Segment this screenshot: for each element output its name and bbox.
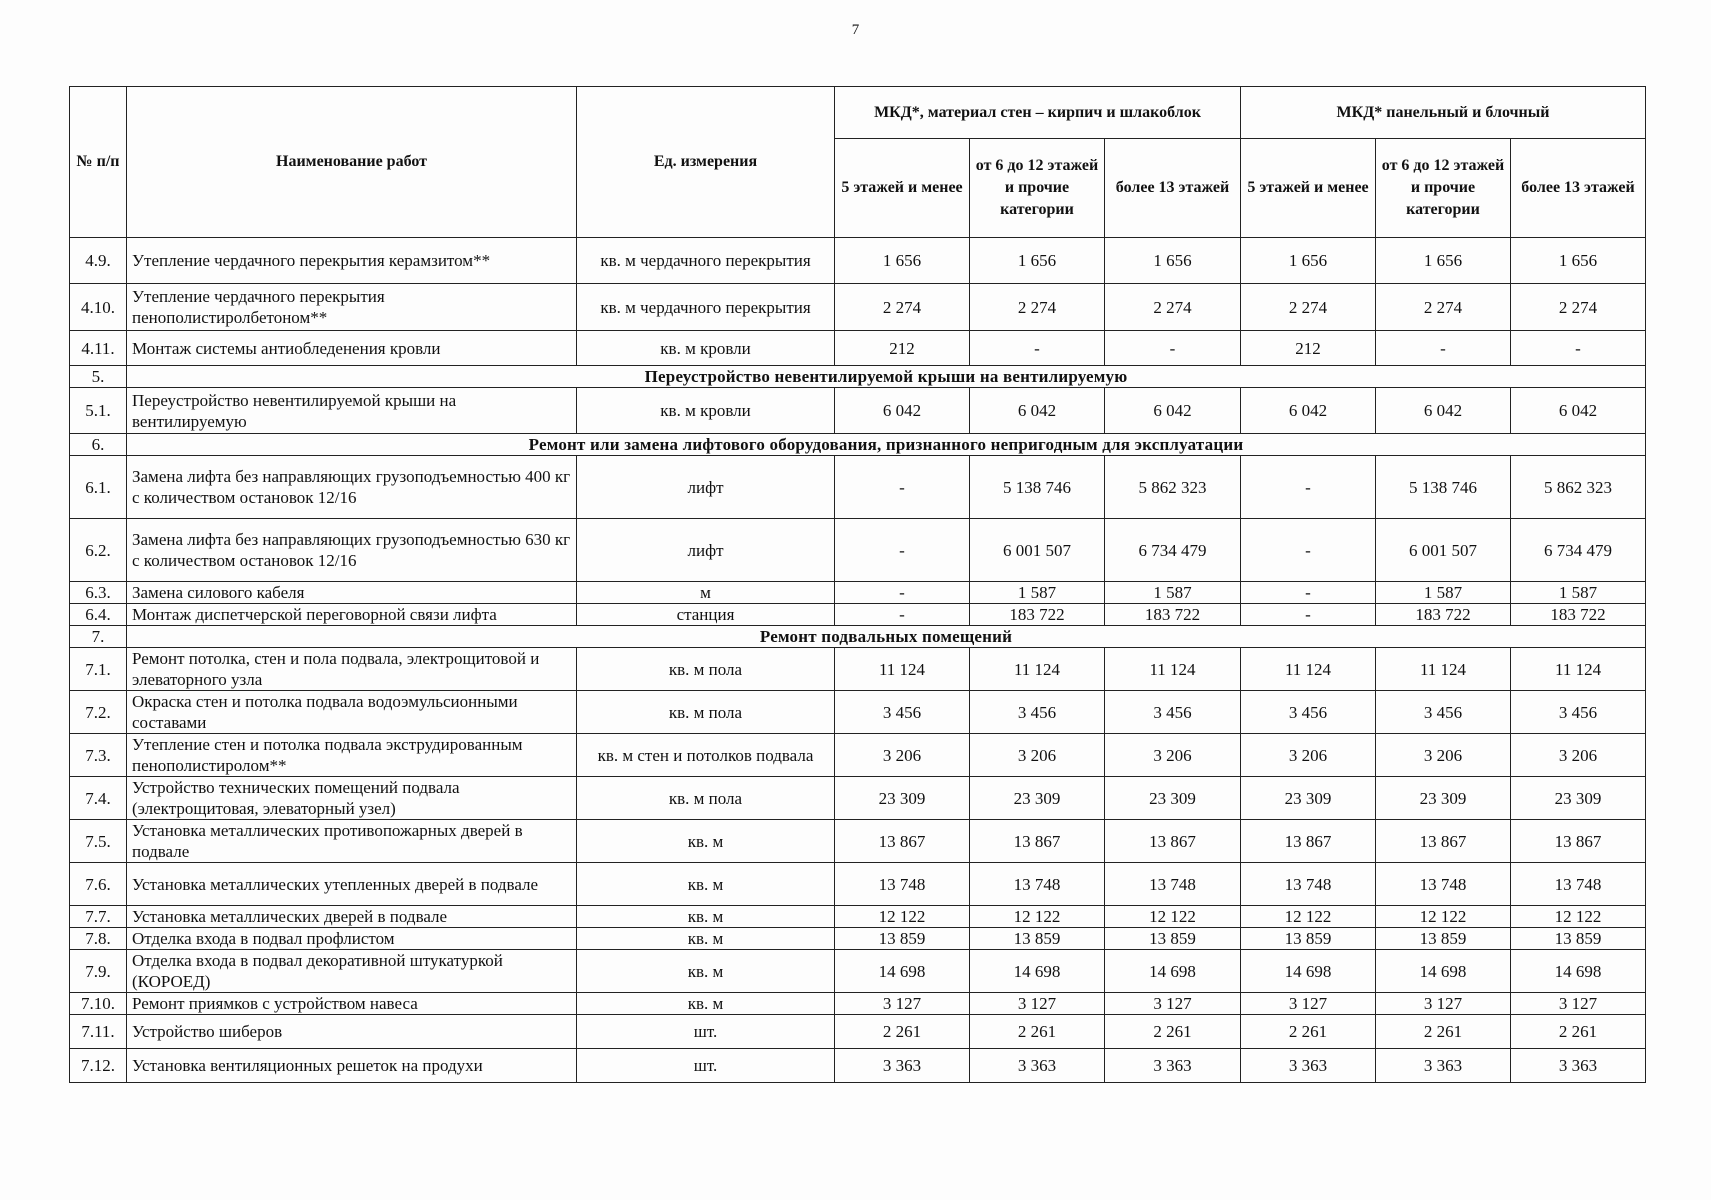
rate-value: 6 042 [1511,388,1646,434]
rate-value: 2 274 [835,284,970,331]
rate-value: - [1241,519,1376,582]
work-name: Устройство шиберов [127,1015,577,1049]
table-row [70,238,1646,284]
rate-value: 6 042 [1376,388,1511,434]
rate-value: 6 734 479 [1105,519,1241,582]
rate-value: 13 859 [1511,928,1646,950]
unit-of-measure: кв. м стен и потолков подвала [577,734,835,777]
rate-value: 23 309 [1511,777,1646,820]
rate-value: 13 859 [1105,928,1241,950]
unit-of-measure: кв. м пола [577,648,835,691]
rate-value: 183 722 [1511,604,1646,626]
row-number: 6.2. [70,519,127,582]
work-name: Монтаж диспетчерской переговорной связи лифта [127,604,577,626]
table-row [70,456,1646,519]
rate-value: 6 042 [970,388,1105,434]
work-name: Ремонт потолка, стен и пола подвала, электрощитовой и элеваторного узла [127,648,577,691]
row-number: 7.3. [70,734,127,777]
rate-value: 23 309 [1241,777,1376,820]
row-number: 6.1. [70,456,127,519]
rate-value: 2 274 [1511,284,1646,331]
rate-value: 212 [1241,331,1376,366]
rate-value: 1 656 [1511,238,1646,284]
rate-value: 3 363 [970,1049,1105,1083]
rate-value: 3 456 [1376,691,1511,734]
rate-value: 11 124 [1511,648,1646,691]
row-number: 6.3. [70,582,127,604]
rate-value: 6 001 507 [1376,519,1511,582]
rate-value: 3 363 [835,1049,970,1083]
header-sub: от 6 до 12 этажей и прочие категории [1376,139,1511,238]
rate-value: 13 867 [1105,820,1241,863]
rate-value: 3 456 [1241,691,1376,734]
rate-value: 183 722 [1376,604,1511,626]
work-name: Замена силового кабеля [127,582,577,604]
rate-value: 6 734 479 [1511,519,1646,582]
rate-value: - [835,582,970,604]
unit-of-measure: лифт [577,456,835,519]
rate-value: 3 206 [835,734,970,777]
rate-value: 11 124 [1105,648,1241,691]
rate-value: 3 206 [1105,734,1241,777]
table-row [70,648,1646,691]
rate-value: 6 042 [1241,388,1376,434]
rate-value: - [835,604,970,626]
rate-value: 3 456 [1105,691,1241,734]
rate-value: 14 698 [1376,950,1511,993]
unit-of-measure: шт. [577,1015,835,1049]
row-number: 7.7. [70,906,127,928]
unit-of-measure: кв. м [577,928,835,950]
rate-value: 13 748 [970,863,1105,906]
rate-value: 2 274 [1376,284,1511,331]
rate-value: 6 042 [835,388,970,434]
rate-value: - [1511,331,1646,366]
row-number: 7.11. [70,1015,127,1049]
rate-value: 2 261 [1105,1015,1241,1049]
table-row [70,604,1646,626]
section-number: 5. [70,366,127,388]
work-name: Установка металлических утепленных дверей в подвале [127,863,577,906]
rate-value: - [1241,456,1376,519]
section-title: Ремонт подвальных помещений [127,626,1646,648]
work-name: Отделка входа в подвал декоративной штукатуркой (КОРОЕД) [127,950,577,993]
work-name: Установка вентиляционных решеток на продухи [127,1049,577,1083]
unit-of-measure: м [577,582,835,604]
rate-value: - [835,456,970,519]
section-number: 6. [70,434,127,456]
rate-value: - [1105,331,1241,366]
unit-of-measure: кв. м [577,820,835,863]
rate-value: 1 656 [1241,238,1376,284]
rate-value: 13 748 [1241,863,1376,906]
table-row [70,331,1646,366]
rate-value: 3 127 [1241,993,1376,1015]
rate-value: 2 261 [1376,1015,1511,1049]
rate-value: 14 698 [835,950,970,993]
rate-value: 5 138 746 [1376,456,1511,519]
header-unit: Ед. измерения [577,87,835,238]
rate-value: 14 698 [970,950,1105,993]
rate-value: 1 587 [1511,582,1646,604]
table-row [70,950,1646,993]
rate-value: 12 122 [1511,906,1646,928]
rate-value: 11 124 [835,648,970,691]
rate-value: 2 261 [835,1015,970,1049]
rate-value: 13 859 [835,928,970,950]
rate-value: 13 859 [1241,928,1376,950]
header-sub: от 6 до 12 этажей и прочие категории [970,139,1105,238]
rate-value: 3 363 [1105,1049,1241,1083]
rate-value: 3 127 [1376,993,1511,1015]
header-name: Наименование работ [127,87,577,238]
rate-value: 3 206 [1511,734,1646,777]
rate-value: 13 867 [970,820,1105,863]
rate-value: 3 363 [1241,1049,1376,1083]
rate-value: 3 456 [970,691,1105,734]
rate-value: 23 309 [970,777,1105,820]
row-number: 7.5. [70,820,127,863]
rate-value: 2 274 [1105,284,1241,331]
rate-value: 183 722 [970,604,1105,626]
rate-value: 13 859 [1376,928,1511,950]
row-number: 7.1. [70,648,127,691]
row-number: 7.9. [70,950,127,993]
rate-value: 3 456 [1511,691,1646,734]
rate-value: 3 456 [835,691,970,734]
table-row [70,1015,1646,1049]
row-number: 7.6. [70,863,127,906]
rate-value: 14 698 [1241,950,1376,993]
rate-value: 1 656 [835,238,970,284]
rate-value: 23 309 [1376,777,1511,820]
table-row [70,388,1646,434]
unit-of-measure: кв. м чердачного перекрытия [577,284,835,331]
rate-value: 2 261 [970,1015,1105,1049]
rate-value: 5 862 323 [1105,456,1241,519]
rate-value: 23 309 [1105,777,1241,820]
rate-value: 13 748 [1376,863,1511,906]
rate-value: 2 274 [970,284,1105,331]
work-name: Установка металлических противопожарных дверей в подвале [127,820,577,863]
rate-value: 13 867 [1241,820,1376,863]
rate-value: 12 122 [970,906,1105,928]
rate-value: 13 748 [1105,863,1241,906]
table-row [70,777,1646,820]
rate-value: 14 698 [1105,950,1241,993]
unit-of-measure: кв. м кровли [577,331,835,366]
work-name: Замена лифта без направляющих грузоподъемностью 630 кг с количеством остановок 12/16 [127,519,577,582]
rate-value: 1 656 [970,238,1105,284]
table-row [70,906,1646,928]
rate-value: - [1241,604,1376,626]
row-number: 7.10. [70,993,127,1015]
rate-value: 12 122 [1105,906,1241,928]
header-sub: 5 этажей и менее [835,139,970,238]
rate-value: 13 867 [1376,820,1511,863]
rate-value: 3 127 [970,993,1105,1015]
rate-value: 13 859 [970,928,1105,950]
rate-value: 6 001 507 [970,519,1105,582]
work-name: Утепление чердачного перекрытия керамзитом** [127,238,577,284]
header-sub: более 13 этажей [1105,139,1241,238]
rate-value: 14 698 [1511,950,1646,993]
rate-value: 3 127 [1511,993,1646,1015]
table-header [70,87,1646,238]
work-name: Установка металлических дверей в подвале [127,906,577,928]
unit-of-measure: кв. м пола [577,777,835,820]
rate-value: 5 138 746 [970,456,1105,519]
header-sub: 5 этажей и менее [1241,139,1376,238]
unit-of-measure: станция [577,604,835,626]
rate-value: - [835,519,970,582]
table-row [70,820,1646,863]
rate-value: 212 [835,331,970,366]
section-title: Переустройство невентилируемой крыши на вентилируемую [127,366,1646,388]
unit-of-measure: кв. м [577,993,835,1015]
section-row [70,366,1646,388]
rate-value: 11 124 [1376,648,1511,691]
page-number: 7 [851,22,860,38]
unit-of-measure: кв. м [577,863,835,906]
row-number: 4.11. [70,331,127,366]
rate-value: 12 122 [1376,906,1511,928]
rate-value: 183 722 [1105,604,1241,626]
rate-value: 1 587 [970,582,1105,604]
header-group-brick: МКД*, материал стен – кирпич и шлакоблок [835,87,1241,139]
section-row [70,434,1646,456]
work-name: Переустройство невентилируемой крыши на вентилируемую [127,388,577,434]
header-group-panel: МКД* панельный и блочный [1241,87,1646,139]
table-row [70,993,1646,1015]
table-row [70,1049,1646,1083]
unit-of-measure: кв. м чердачного перекрытия [577,238,835,284]
row-number: 7.8. [70,928,127,950]
rate-value: 13 748 [1511,863,1646,906]
rate-value: 23 309 [835,777,970,820]
row-number: 7.2. [70,691,127,734]
work-name: Окраска стен и потолка подвала водоэмульсионными составами [127,691,577,734]
rate-value: 2 261 [1241,1015,1376,1049]
table-body [70,238,1646,1083]
table-row [70,734,1646,777]
table-row [70,519,1646,582]
table-row [70,863,1646,906]
rate-value: 11 124 [970,648,1105,691]
work-name: Отделка входа в подвал профлистом [127,928,577,950]
rate-value: 12 122 [835,906,970,928]
rate-value: 3 363 [1511,1049,1646,1083]
row-number: 4.10. [70,284,127,331]
rate-value: 2 261 [1511,1015,1646,1049]
rate-value: 2 274 [1241,284,1376,331]
work-name: Утепление стен и потолка подвала экструдированным пенополистиролом** [127,734,577,777]
table-row [70,928,1646,950]
unit-of-measure: кв. м [577,906,835,928]
work-name: Утепление чердачного перекрытия пенополистиролбетоном** [127,284,577,331]
rate-value: 3 206 [970,734,1105,777]
work-name: Монтаж системы антиобледенения кровли [127,331,577,366]
row-number: 4.9. [70,238,127,284]
rate-value: 11 124 [1241,648,1376,691]
unit-of-measure: шт. [577,1049,835,1083]
table-row [70,284,1646,331]
row-number: 6.4. [70,604,127,626]
section-row [70,626,1646,648]
work-name: Ремонт приямков с устройством навеса [127,993,577,1015]
rate-value: - [1376,331,1511,366]
rate-value: 13 748 [835,863,970,906]
unit-of-measure: лифт [577,519,835,582]
rate-value: 12 122 [1241,906,1376,928]
rate-value: 1 656 [1105,238,1241,284]
rate-value: 1 587 [1105,582,1241,604]
rate-value: 13 867 [1511,820,1646,863]
rates-table [69,86,1646,1083]
rate-value: 3 206 [1376,734,1511,777]
rate-value: - [970,331,1105,366]
table-row [70,691,1646,734]
rate-value: 6 042 [1105,388,1241,434]
rate-value: 5 862 323 [1511,456,1646,519]
section-title: Ремонт или замена лифтового оборудования, признанного непригодным для эксплуатации [127,434,1646,456]
section-number: 7. [70,626,127,648]
rate-value: 13 867 [835,820,970,863]
row-number: 7.12. [70,1049,127,1083]
rate-value: - [1241,582,1376,604]
rate-value: 3 363 [1376,1049,1511,1083]
table-row [70,582,1646,604]
header-num: № п/п [70,87,127,238]
unit-of-measure: кв. м кровли [577,388,835,434]
rate-value: 3 206 [1241,734,1376,777]
unit-of-measure: кв. м пола [577,691,835,734]
unit-of-measure: кв. м [577,950,835,993]
rate-value: 1 656 [1376,238,1511,284]
header-sub: более 13 этажей [1511,139,1646,238]
work-name: Замена лифта без направляющих грузоподъемностью 400 кг с количеством остановок 12/16 [127,456,577,519]
work-name: Устройство технических помещений подвала (электрощитовая, элеваторный узел) [127,777,577,820]
row-number: 7.4. [70,777,127,820]
rate-value: 3 127 [1105,993,1241,1015]
rate-value: 1 587 [1376,582,1511,604]
row-number: 5.1. [70,388,127,434]
rate-value: 3 127 [835,993,970,1015]
